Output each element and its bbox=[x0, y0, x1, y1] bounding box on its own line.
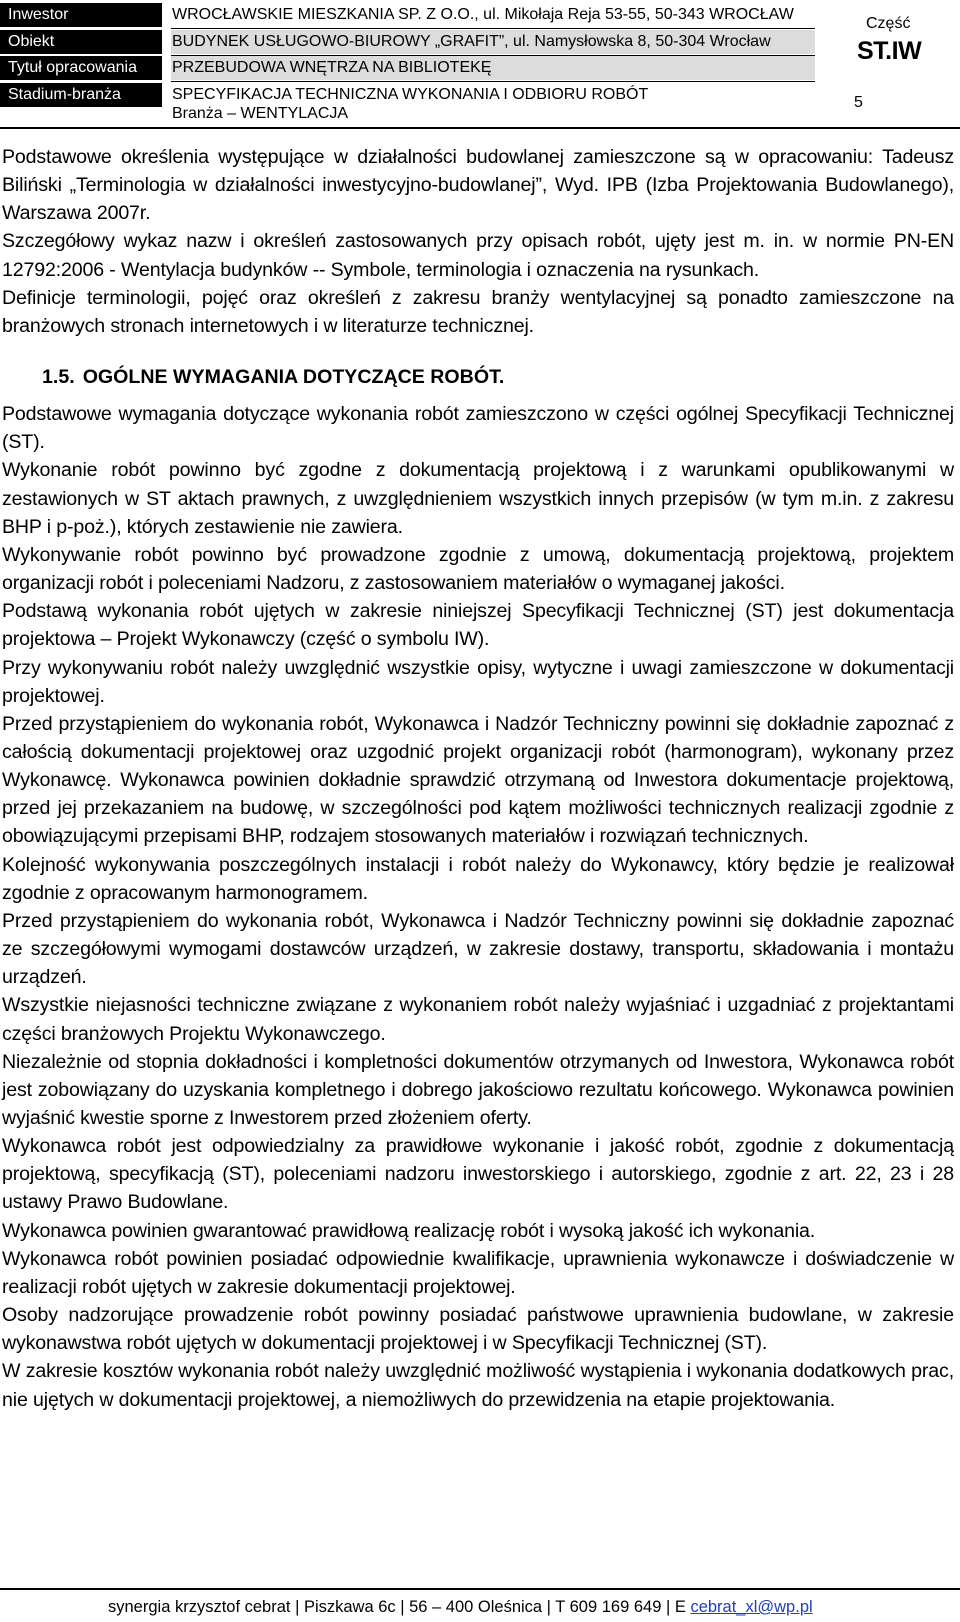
part-label: Część bbox=[866, 15, 911, 32]
section-number: 1.5. bbox=[42, 366, 75, 389]
section-heading bbox=[42, 363, 954, 391]
header-value: BUDYNEK USŁUGOWO-BIUROWY „GRAFIT”, ul. Namysłowska 8, 50-304 Wrocław bbox=[171, 30, 815, 54]
footer-rule bbox=[0, 1588, 960, 1590]
section-title: OGÓLNE WYMAGANIA DOTYCZĄCE ROBÓT. bbox=[82, 366, 505, 389]
header-row-stage bbox=[0, 83, 820, 125]
part-code: ST.IW bbox=[857, 37, 922, 65]
header-row-object bbox=[0, 30, 820, 54]
footer-email-link[interactable]: cebrat_xl@wp.pl bbox=[690, 1598, 813, 1616]
paragraph: Przy wykonywaniu robót należy uwzględnić wszystkie opisy, wytyczne i uwagi zamieszczone w dokumentacji projektowej. bbox=[2, 656, 954, 707]
footer-contact: synergia krzysztof cebrat | Piszkawa 6c | 56 – 400 Oleśnica | T 609 169 649 | E bbox=[108, 1598, 691, 1616]
document-body bbox=[2, 143, 954, 1414]
paragraph: Wykonawca robót powinien posiadać odpowiednie kwalifikacje, uprawnienia wykonawcze i doświadczenie w realizacji robót ujętych w zakresie dokumentacji projektowej. bbox=[2, 1247, 954, 1298]
divider bbox=[171, 28, 815, 29]
header-value: WROCŁAWSKIE MIESZKANIA SP. Z O.O., ul. Mikołaja Reja 53-55, 50-343 WROCŁAW bbox=[172, 6, 794, 23]
document-header bbox=[0, 0, 960, 127]
paragraph: Wykonawca robót jest odpowiedzialny za prawidłowe wykonanie i jakość robót, zgodnie z dokumentacją projektową, specyfikacją (ST), poleceniami nadzoru inwestorskiego i autorskiego, zgodnie z art. 22, 23 i 28 ustawy Prawo Budowlane. bbox=[2, 1135, 954, 1214]
paragraph: Osoby nadzorujące prowadzenie robót powinny posiadać państwowe uprawnienia budowlane, w zakresie wykonawstwa robót ujętych w dokumentacji projektowej i w Specyfikacji Technicznej (ST). bbox=[2, 1304, 954, 1355]
paragraph: Podstawą wykonania robót ujętych w zakresie niniejszej Specyfikacji Technicznej (ST) jest dokumentacja projektowa – Projekt Wykonawczy (część o symbolu IW). bbox=[2, 600, 954, 651]
header-value: PRZEBUDOWA WNĘTRZA NA BIBLIOTEKĘ bbox=[171, 56, 815, 80]
paragraph: Wykonawca powinien gwarantować prawidłową realizację robót i wysoką jakość ich wykonania. bbox=[2, 1219, 816, 1242]
paragraph: Kolejność wykonywania poszczególnych instalacji i robót należy do Wykonawcy, który będzie je realizował zgodnie z opracowanym harmonogramem. bbox=[2, 853, 954, 904]
header-label: Tytuł opracowania bbox=[0, 56, 162, 80]
header-rule bbox=[0, 127, 960, 129]
header-label: Inwestor bbox=[0, 3, 162, 27]
branch-value: Branża – WENTYLACJA bbox=[172, 105, 349, 122]
paragraph: Szczegółowy wykaz nazw i określeń zastosowanych przy opisach robót, ujęty jest m. in. w normie PN-EN 12792:2006 - Wentylacja budynków -- Symbole, terminologia i oznaczenia na rysunkach. bbox=[2, 230, 954, 281]
header-label: Obiekt bbox=[0, 30, 162, 54]
paragraph: Wykonywanie robót powinno być prowadzone zgodnie z umową, dokumentacją projektową, projektem organizacji robót i poleceniami Nadzoru, z zastosowaniem materiałów o wymaganej jakości. bbox=[2, 543, 954, 595]
page-number: 5 bbox=[854, 94, 863, 111]
header-value bbox=[171, 83, 815, 125]
stage-value: SPECYFIKACJA TECHNICZNA WYKONANIA I ODBIORU ROBÓT bbox=[172, 86, 649, 103]
paragraph: Przed przystąpieniem do wykonania robót, Wykonawca i Nadzór Techniczny powinni się dokładnie zapoznać z całością dokumentacji projektowej oraz uzgodnić projekt organizacji robót (harmonogram), wykonany przez Wykonawcę. Wykonawca powinien dokładnie sprawdzić otrzymaną od Inwestora dokumentacje projektową, przed jej przekazaniem na budowę, w szczególności pod kątem możliwości technicznych realizacji zgodnie z obowiązującymi przepisami BHP, rodzajem stosowanych materiałów i rozwiązań technicznych. bbox=[2, 712, 954, 848]
header-label: Stadium-branża bbox=[0, 83, 162, 107]
page-footer bbox=[108, 1596, 813, 1618]
paragraph: Podstawowe określenia występujące w działalności budowlanej zamieszczone są w opracowaniu: Tadeusz Biliński „Terminologia w działalności inwestycyjno-budowlanej”, Wyd. IPB (Izba Projektowania Budowlanego), Warszawa 2007r. bbox=[2, 146, 954, 225]
header-row-investor bbox=[0, 3, 820, 27]
part-box bbox=[826, 3, 960, 125]
paragraph: Przed przystąpieniem do wykonania robót, Wykonawca i Nadzór Techniczny powinni się dokładnie zapoznać ze szczegółowymi wymogami dostawców urządzeń, w zakresie dostawy, transportu, składowania i montażu urządzeń. bbox=[2, 909, 954, 989]
paragraph: Wykonanie robót powinno być zgodne z dokumentacją projektową i z warunkami opublikowanymi w zestawionych w ST aktach prawnych, z uwzględnieniem wszystkich innych przepisów (w tym m.in. z zakresu BHP i p-poż.), których zestawienie nie zawiera. bbox=[2, 459, 954, 538]
divider bbox=[171, 81, 815, 82]
paragraph: Wszystkie niejasności techniczne związane z wykonaniem robót należy wyjaśniać i uzgadniać z projektantami części branżowych Projektu Wykonawczego. bbox=[2, 994, 954, 1045]
paragraph: Niezależnie od stopnia dokładności i kompletności dokumentów otrzymanych od Inwestora, Wykonawca robót jest zobowiązany do uzyskania kompletnego i dobrego jakościowo rezultatu końcowego. Wykonawca powinien wyjaśnić kwestie sporne z Inwestorem przed złożeniem oferty. bbox=[2, 1050, 954, 1129]
header-row-title bbox=[0, 56, 820, 80]
paragraph: W zakresie kosztów wykonania robót należy uwzględnić możliwość wystąpienia i wykonania dodatkowych prac, nie ujętych w dokumentacji projektowej, a niemożliwych do przewidzenia na etapie projektowania. bbox=[2, 1360, 954, 1411]
paragraph: Definicje terminologii, pojęć oraz określeń z zakresu branży wentylacyjnej są ponadto zamieszczone na branżowych stronach internetowych i w literaturze technicznej. bbox=[2, 286, 954, 337]
paragraph: Podstawowe wymagania dotyczące wykonania robót zamieszczono w części ogólnej Specyfikacji Technicznej (ST). bbox=[2, 403, 954, 454]
